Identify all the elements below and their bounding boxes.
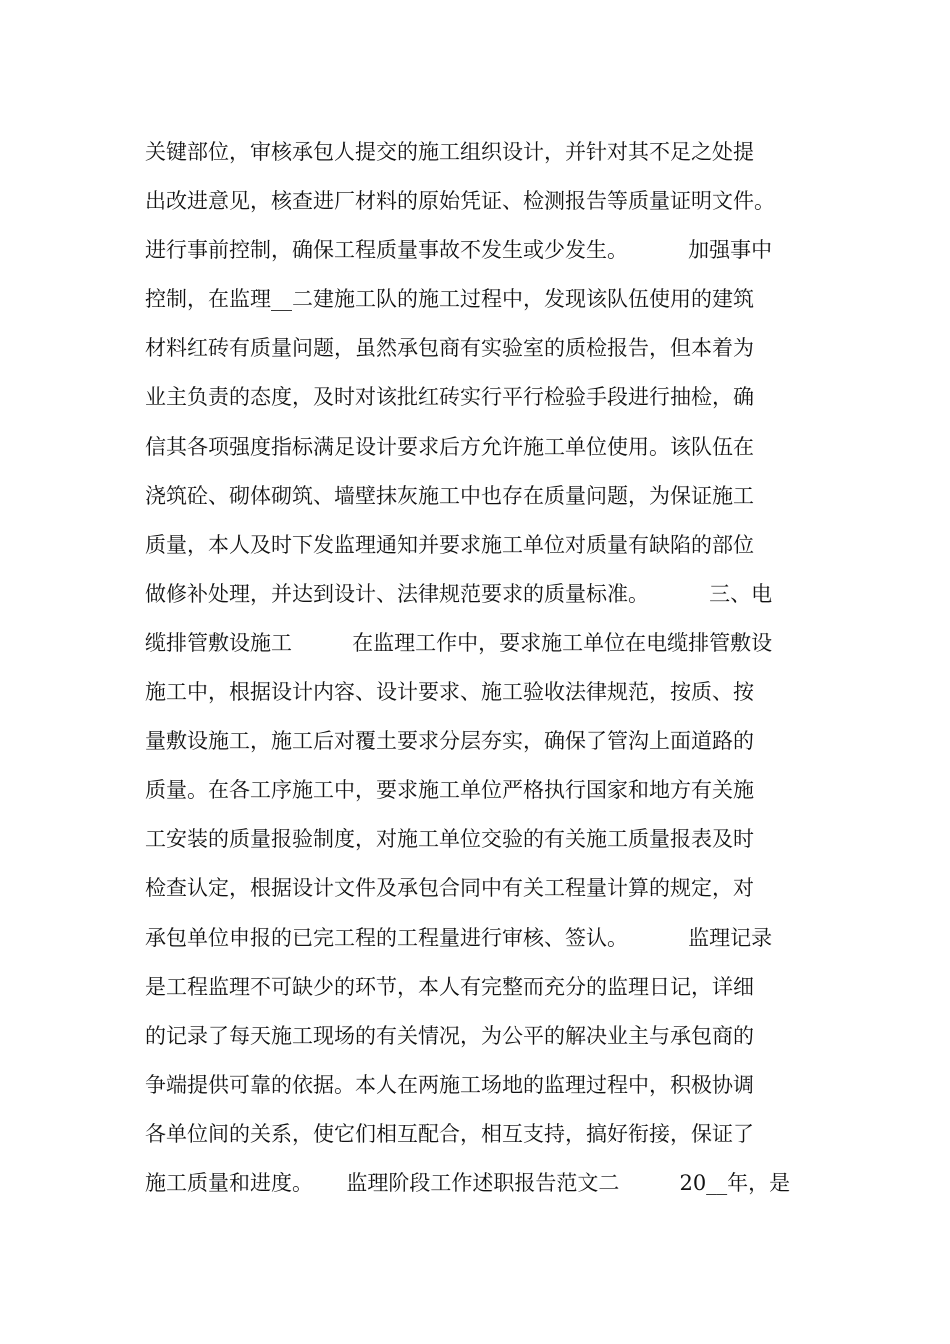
text-line: 业主负责的态度，及时对该批红砖实行平行检验手段进行抽检，确 — [145, 385, 754, 410]
text-line: 关键部位，审核承包人提交的施工组织设计，并针对其不足之处提 — [145, 140, 754, 164]
text-line: 工安装的质量报验制度，对施工单位交验的有关施工质量报表及时 — [145, 827, 754, 852]
text-line: 施工质量和进度。 监理阶段工作述职报告范文二 20__年，是 — [145, 1170, 791, 1195]
text-line: 控制，在监理__二建施工队的施工过程中，发现该队伍使用的建筑 — [145, 287, 754, 312]
text-line: 量敷设施工，施工后对覆土要求分层夯实，确保了管沟上面道路的 — [145, 729, 754, 754]
text-line: 各单位间的关系，使它们相互配合，相互支持，搞好衔接，保证了 — [145, 1121, 754, 1146]
text-line: 出改进意见，核查进厂材料的原始凭证、检测报告等质量证明文件。 — [145, 189, 775, 214]
text-line: 浇筑砼、砌体砌筑、墙壁抹灰施工中也存在质量问题，为保证施工 — [145, 483, 754, 508]
text-line: 是工程监理不可缺少的环节，本人有完整而充分的监理日记，详细 — [145, 974, 754, 999]
text-line: 承包单位申报的已完工程的工程量进行审核、签认。 监理记录 — [145, 925, 773, 950]
text-line: 材料红砖有质量问题，虽然承包商有实验室的质检报告，但本着为 — [145, 336, 754, 361]
text-line: 缆排管敷设施工 在监理工作中，要求施工单位在电缆排管敷设 — [145, 630, 773, 655]
text-line: 的记录了每天施工现场的有关情况，为公平的解决业主与承包商的 — [145, 1023, 754, 1048]
text-line: 进行事前控制，确保工程质量事故不发生或少发生。 加强事中 — [145, 238, 773, 263]
text-line: 检查认定，根据设计文件及承包合同中有关工程量计算的规定，对 — [145, 876, 754, 901]
body-text — [145, 131, 825, 1211]
text-line: 施工中，根据设计内容、设计要求、施工验收法律规范，按质、按 — [145, 680, 754, 705]
text-line: 质量，本人及时下发监理通知并要求施工单位对质量有缺陷的部位 — [145, 532, 754, 557]
text-line: 做修补处理，并达到设计、法律规范要求的质量标准。 三、电 — [145, 581, 773, 606]
text-line: 争端提供可靠的依据。本人在两施工场地的监理过程中，积极协调 — [145, 1072, 754, 1097]
text-line: 信其各项强度指标满足设计要求后方允许施工单位使用。该队伍在 — [145, 434, 754, 459]
text-line: 质量。在各工序施工中，要求施工单位严格执行国家和地方有关施 — [145, 778, 754, 803]
